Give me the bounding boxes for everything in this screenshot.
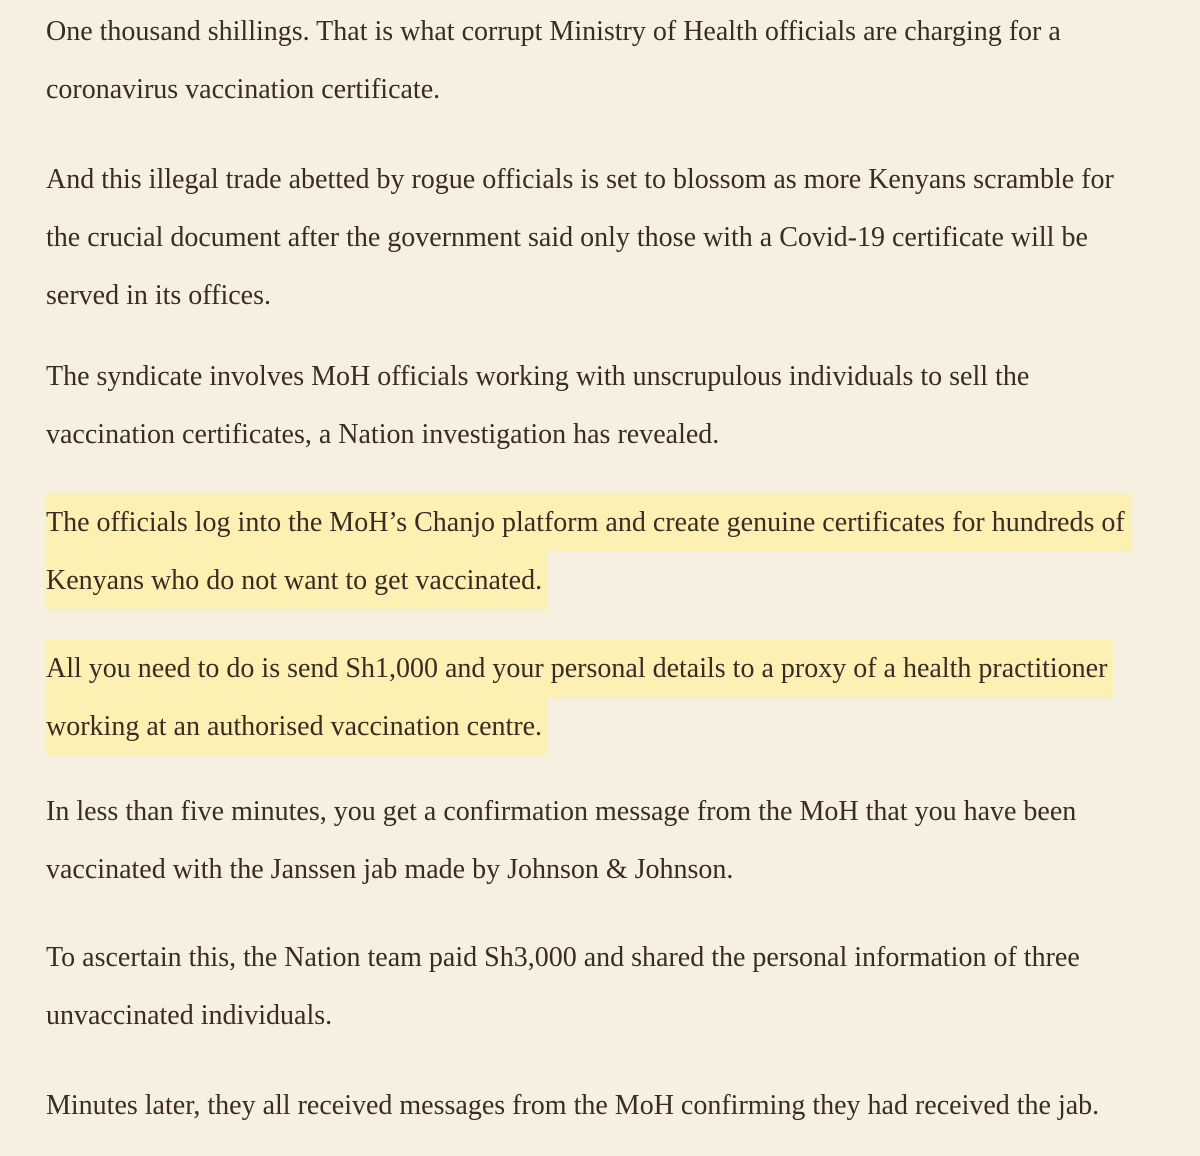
paragraph-line: vaccination certificates, a Nation investigation has revealed. [46, 419, 720, 450]
paragraph-line: Kenyans who do not want to get vaccinated. [46, 552, 1186, 610]
paragraph-2 [46, 151, 1186, 325]
paragraph-line: The syndicate involves MoH officials working with unscrupulous individuals to sell the [46, 361, 1030, 392]
paragraph-line: vaccinated with the Janssen jab made by Johnson & Johnson. [46, 854, 734, 885]
paragraph-line: working at an authorised vaccination centre. [46, 698, 1186, 756]
paragraph-line: In less than five minutes, you get a confirmation message from the MoH that you have been [46, 796, 1077, 827]
paragraph-line: coronavirus vaccination certificate. [46, 74, 441, 105]
paragraph-line: All you need to do is send Sh1,000 and your personal details to a proxy of a health practitioner [46, 640, 1186, 698]
paragraph-7 [46, 929, 1186, 1045]
paragraph-line: Minutes later, they all received messages from the MoH confirming they had received the jab. [46, 1090, 1100, 1121]
paragraph-line: unvaccinated individuals. [46, 1000, 333, 1031]
paragraph-line: the crucial document after the government said only those with a Covid-19 certificate will be [46, 222, 1088, 253]
paragraph-8 [46, 1077, 1186, 1135]
paragraph-line: served in its offices. [46, 280, 271, 311]
paragraph-line: To ascertain this, the Nation team paid Sh3,000 and shared the personal information of three [46, 942, 1080, 973]
paragraph-line: One thousand shillings. That is what corrupt Ministry of Health officials are charging for a [46, 16, 1061, 47]
paragraph-line: And this illegal trade abetted by rogue officials is set to blossom as more Kenyans scramble for [46, 164, 1114, 195]
paragraph-3 [46, 348, 1186, 464]
paragraph-4-highlighted [46, 494, 1186, 610]
paragraph-5-highlighted [46, 640, 1186, 756]
paragraph-6 [46, 783, 1186, 899]
paragraph-line: The officials log into the MoH’s Chanjo platform and create genuine certificates for hundreds of [46, 494, 1186, 552]
paragraph-1 [46, 3, 1186, 119]
